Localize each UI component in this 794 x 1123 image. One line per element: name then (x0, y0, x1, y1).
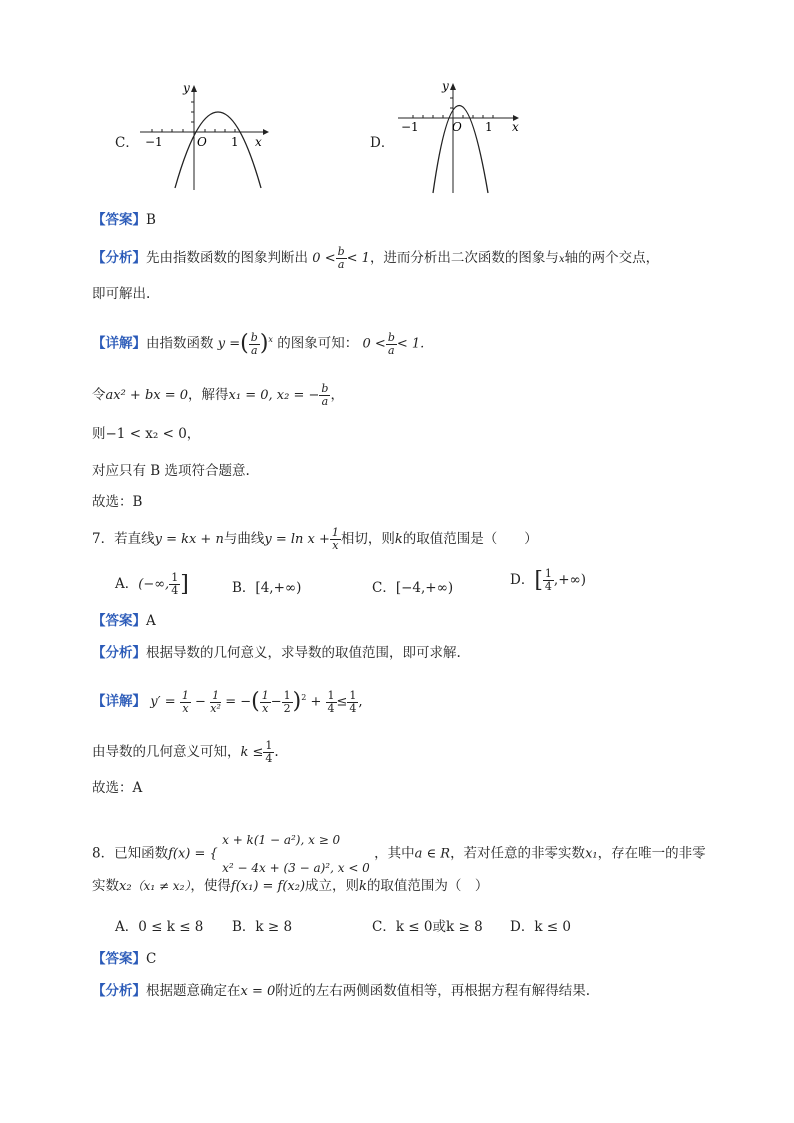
graph-c-y-label: y (183, 81, 190, 95)
q7-option-c: C．[−4,+∞) (372, 580, 454, 596)
q8-option-d: D．k ≤ 0 (510, 919, 571, 935)
q7-conclusion: 故选：A (92, 780, 143, 796)
q7-detail: 【详解】 y′ = $\frac{1}{x}$ − $\frac{1}{\text{x²}}$ = −( $\frac{1}{x}$ − $\frac{1}{2}$ )$^2$ + $\frac{1}{4}$ ≤ $\frac{1}{4}$ , (92, 688, 363, 715)
graph-c-x-label: x (255, 135, 262, 149)
graph-d-origin-label: O (452, 120, 462, 134)
graph-d-x-label: x (512, 120, 519, 134)
graph-c-neg1-label: −1 (145, 135, 163, 149)
q7-option-d: D．[ $\frac{1}{4}$ ,+∞) (510, 567, 587, 593)
q8-stem: 8．已知函数f(x) = { x + k(1 − a²), x ≥ 0 x² − 4x + (3 − a)², x < 0 ，其中a ∈ R，若对任意的非零实数x₁，存在唯一的非零 (92, 826, 706, 882)
graph-c (135, 80, 275, 195)
q8-stem-line2: 实数x₂（x₁ ≠ x₂），使得f(x₁) = f(x₂)成立，则k的取值范围为（ ） (92, 878, 489, 894)
q6-step2: 则−1 < x₂ < 0， (92, 426, 201, 442)
q8-option-b: B．k ≥ 8 (232, 919, 293, 935)
q6-step4: 故选：B (92, 494, 143, 510)
q8-option-c: C．k ≤ 0或k ≥ 8 (372, 919, 483, 935)
q6-analysis-line2: 即可解出. (92, 286, 151, 302)
q8-analysis: 【分析】根据题意确定在x = 0附近的左右两侧函数值相等，再根据方程有解得结果. (92, 983, 591, 999)
q6-step3: 对应只有 B 选项符合题意. (92, 463, 250, 479)
q6-detail: 【详解】由指数函数 y =( $\frac{b}{a}$ )$^x$ 的图象可知： 0 < $\frac{b}{a}$ < 1. (92, 330, 425, 357)
q6-analysis: 【分析】先由指数函数的图象判断出 0 < $\frac{b}{a}$ < 1，进而分析出二次函数的图象与x轴的两个交点， (92, 245, 660, 271)
option-c-label: C． (115, 135, 139, 151)
option-d-label: D． (370, 135, 395, 151)
graph-d-neg1-label: −1 (401, 120, 419, 134)
graph-d-y-label: y (442, 79, 449, 93)
q7-stem: 7．若直线y = kx + n与曲线y = ln x + $\frac{1}{x}$ 相切，则k的取值范围是（ ） (92, 526, 538, 552)
graph-d-1-label: 1 (485, 120, 493, 134)
graph-d (395, 78, 530, 196)
q8-answer: 【答案】C (92, 951, 157, 967)
q6-step1: 令ax² + bx = 0，解得x₁ = 0, x₂ = − $\frac{b}{a}$ ， (92, 382, 344, 408)
fraction-b-over-a: $\frac{b}{a}$ (337, 245, 345, 271)
graph-c-origin-label: O (197, 135, 207, 149)
q8-piecewise: x + k(1 − a²), x ≥ 0 x² − 4x + (3 − a)², x < 0 (222, 833, 370, 875)
q7-detail-2: 由导数的几何意义可知，k ≤ $\frac{1}{4}$ . (92, 739, 279, 765)
q8-option-a: A．0 ≤ k ≤ 8 (115, 919, 204, 935)
graph-c-1-label: 1 (231, 135, 239, 149)
q7-analysis: 【分析】根据导数的几何意义，求导数的取值范围，即可求解. (92, 645, 461, 661)
q7-answer: 【答案】A (92, 613, 156, 629)
q6-answer: 【答案】B (92, 212, 156, 228)
q7-option-a: A．(−∞, $\frac{1}{4}$ ] (115, 571, 189, 597)
q7-option-b: B．[4,+∞) (232, 580, 302, 596)
